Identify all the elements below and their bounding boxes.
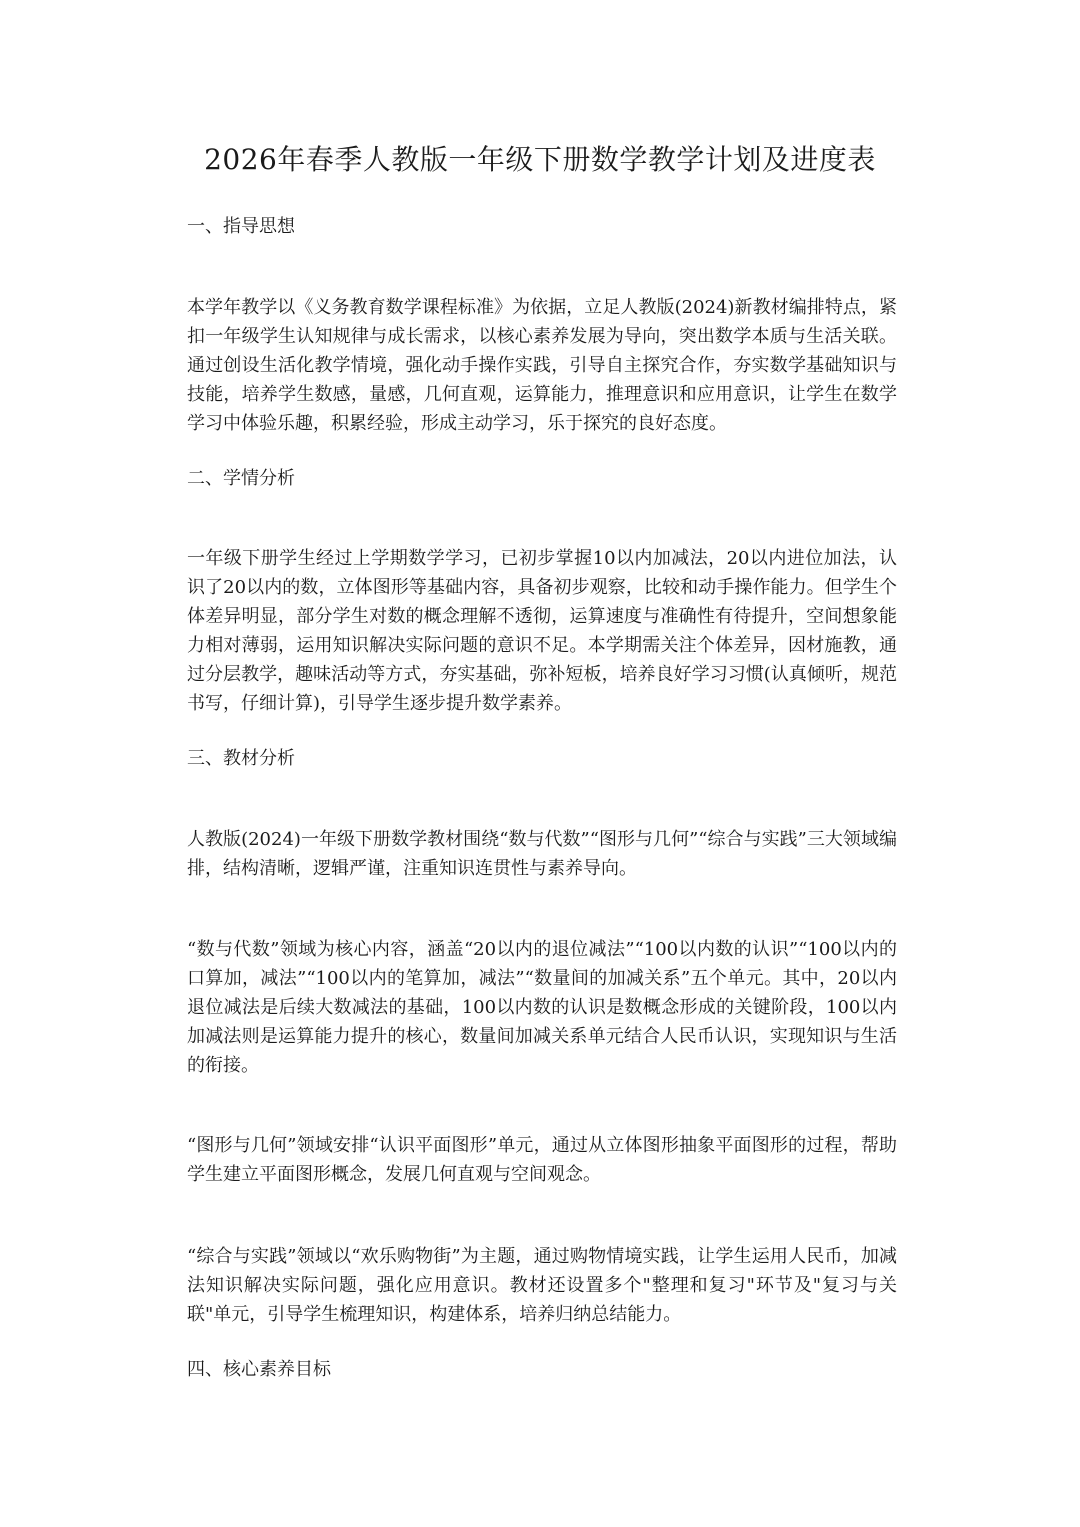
page-title: 2026年春季人教版一年级下册数学教学计划及进度表 — [204, 143, 876, 176]
section-heading-guiding-ideology: 一、指导思想 — [187, 216, 295, 237]
paragraph-practice: “综合与实践”领域以“欢乐购物街”为主题，通过购物情境实践，让学生运用人民币，加减法知识解决实际问题，强化应用意识。教材还设置多个"整理和复习"环节及"复习与关联"单元，引导学生梳理知识，构建体系，培养归纳总结能力。 — [187, 1246, 897, 1325]
paragraph-geometry: “图形与几何”领域安排“认识平面图形”单元，通过从立体图形抽象平面图形的过程，帮助学生建立平面图形概念，发展几何直观与空间观念。 — [187, 1135, 897, 1185]
section-heading-student-analysis: 二、学情分析 — [187, 468, 295, 489]
paragraph-number-algebra: “数与代数”领域为核心内容，涵盖“20以内的退位减法”“100以内数的认识”“100以内的口算加，减法”“100以内的笔算加，减法”“数量间的加减关系”五个单元。其中，20以内退位减法是后续大数减法的基础，100以内数的认识是数概念形成的关键阶段，100以内加减法则是运算能力提升的核心，数量间加减关系单元结合人民币认识，实现知识与生活的衔接。 — [187, 939, 897, 1076]
section-heading-core-literacy-goals: 四、核心素养目标 — [187, 1359, 331, 1380]
paragraph-textbook-overview: 人教版(2024)一年级下册数学教材围绕“数与代数”“图形与几何”“综合与实践”三大领域编排，结构清晰，逻辑严谨，注重知识连贯性与素养导向。 — [187, 829, 897, 879]
paragraph-guiding-ideology: 本学年教学以《义务教育数学课程标准》为依据，立足人教版(2024)新教材编排特点，紧扣一年级学生认知规律与成长需求，以核心素养发展为导向，突出数学本质与生活关联。通过创设生活化教学情境，强化动手操作实践，引导自主探究合作，夯实数学基础知识与技能，培养学生数感，量感，几何直观，运算能力，推理意识和应用意识，让学生在数学学习中体验乐趣，积累经验，形成主动学习，乐于探究的良好态度。 — [187, 297, 897, 434]
section-heading-textbook-analysis: 三、教材分析 — [187, 748, 295, 769]
paragraph-student-analysis: 一年级下册学生经过上学期数学学习，已初步掌握10以内加减法，20以内进位加法，认识了20以内的数，立体图形等基础内容，具备初步观察，比较和动手操作能力。但学生个体差异明显，部分学生对数的概念理解不透彻，运算速度与准确性有待提升，空间想象能力相对薄弱，运用知识解决实际问题的意识不足。本学期需关注个体差异，因材施教，通过分层教学，趣味活动等方式，夯实基础，弥补短板，培养良好学习习惯(认真倾听，规范书写，仔细计算)，引导学生逐步提升数学素养。 — [187, 548, 897, 714]
